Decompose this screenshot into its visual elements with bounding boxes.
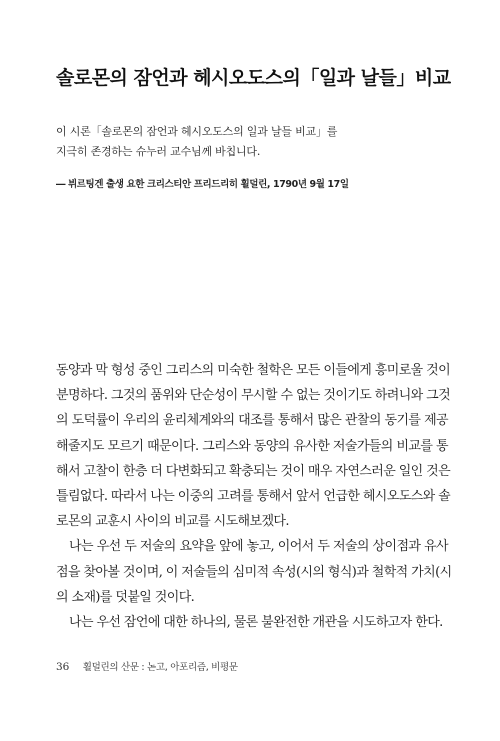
body-line: 점을 찾아볼 것이며, 이 저술들의 심미적 속성(시의 형식)과 철학적 가치(시 (56, 564, 452, 580)
attribution: ― 뷔르팅겐 출생 요한 크리스티안 프리드리히 횔덜린, 1790년 9월 17일 (56, 179, 349, 190)
body-line: 의 도덕률이 우리의 윤리체계와의 대조를 통해서 많은 관찰의 동기를 제공 (56, 413, 448, 429)
body-line: 의 소재)를 덧붙일 것이다. (56, 589, 195, 605)
body-text (56, 358, 452, 635)
page-title: 솔로몬의 잠언과 헤시오도스의「일과 날들」비교 (56, 67, 451, 89)
page-footer (56, 659, 238, 673)
body-line: 틀림없다. 따라서 나는 이중의 고려를 통해서 앞서 언급한 헤시오도스와 솔 (56, 489, 451, 505)
body-line: 해서 고찰이 한층 더 다변화되고 확충되는 것이 매우 자연스러운 일인 것은 (56, 463, 451, 479)
dedication (56, 122, 446, 162)
body-line: 분명하다. 그것의 품위와 단순성이 무시할 수 없는 것이기도 하려니와 그것 (56, 388, 451, 404)
dedication-line: 이 시론「솔로몬의 잠언과 헤시오도스의 일과 날들 비교」를 (56, 125, 338, 138)
dedication-line: 지극히 존경하는 슈누러 교수님께 바칩니다. (56, 145, 261, 158)
page-number: 36 (56, 661, 70, 673)
running-title: 횔덜린의 산문 : 논고, 아포리즘, 비평문 (82, 662, 238, 673)
body-line: 나는 우선 잠언에 대한 하나의, 물론 불완전한 개관을 시도하고자 한다. (69, 615, 443, 631)
body-line: 로몬의 교훈시 사이의 비교를 시도해보겠다. (56, 514, 289, 530)
body-line: 해줄지도 모르기 때문이다. 그리스와 동양의 유사한 저술가들의 비교를 통 (56, 438, 448, 454)
body-line: 나는 우선 두 저술의 요약을 앞에 놓고, 이어서 두 저술의 상이점과 유사 (69, 539, 448, 555)
body-line: 동양과 막 형성 중인 그리스의 미숙한 철학은 모든 이들에게 흥미로울 것이 (56, 363, 451, 378)
